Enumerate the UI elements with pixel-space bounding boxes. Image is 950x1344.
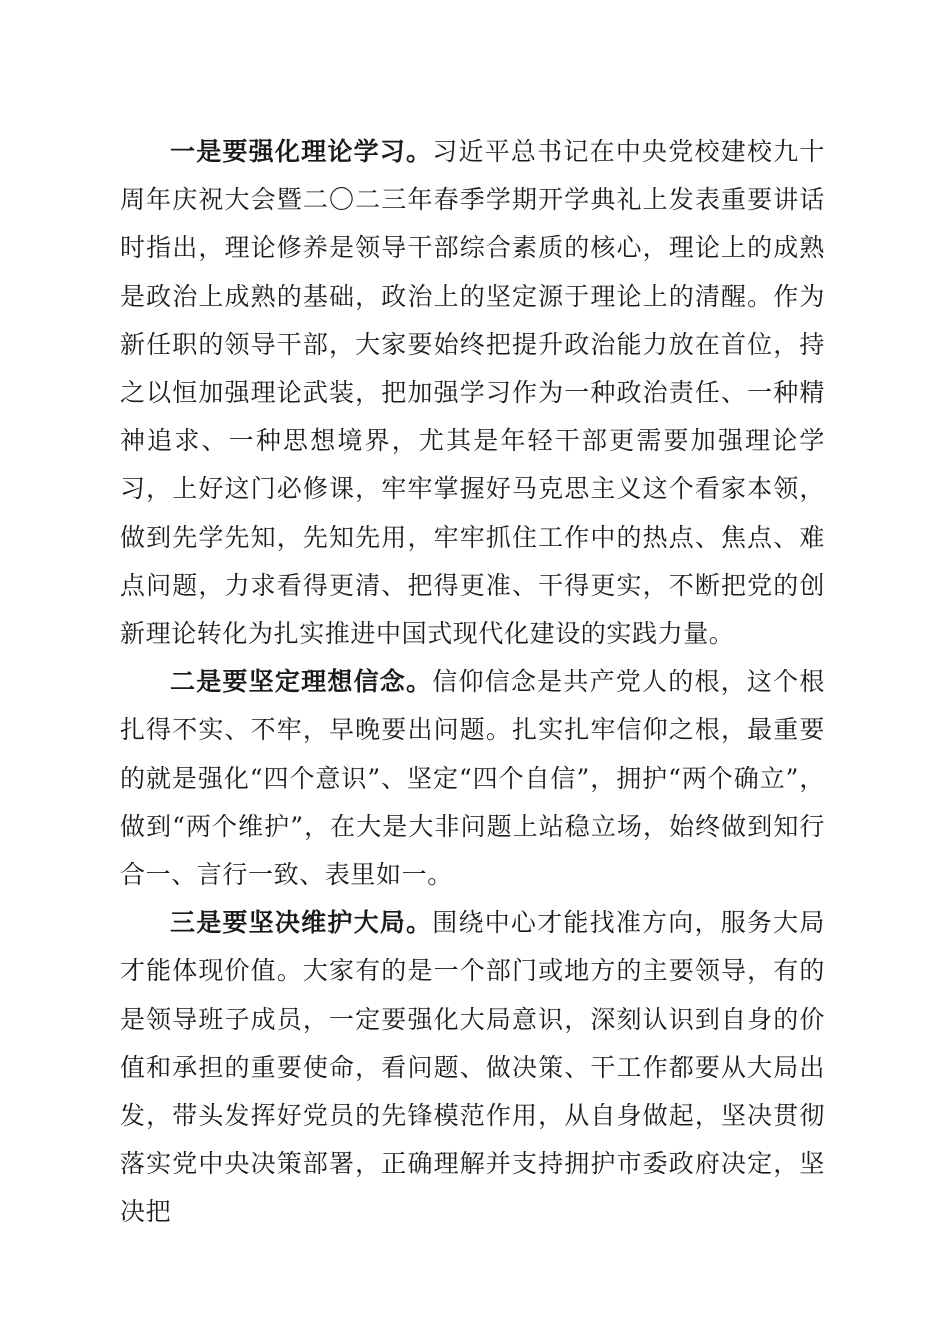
paragraph-lead: 一是要强化理论学习。 xyxy=(170,137,433,166)
paragraph-theory-study xyxy=(120,128,825,658)
paragraph-body: 围绕中心才能找准方向，服务大局才能体现价值。大家有的是一个部门或地方的主要领导，有的是领导班子成员，一定要强化大局意识，深刻认识到自身的价值和承担的重要使命，看问题、做决策、干工作都要从大局出发，带头发挥好党员的先锋模范作用，从自身做起，坚决贯彻落实党中央决策部署，正确理解并支持拥护市委政府决定，坚决把 xyxy=(120,908,825,1227)
document-page xyxy=(120,128,825,1237)
paragraph-lead: 三是要坚决维护大局。 xyxy=(170,908,433,938)
paragraph-body: 信仰信念是共产党人的根，这个根扎得不实、不牢，早晚要出问题。扎实扎牢信仰之根，最重要的就是强化“四个意识”、坚定“四个自信”，拥护“两个确立”，做到“两个维护”，在大是大非问题上站稳立场，始终做到知行合一、言行一致、表里如一。 xyxy=(120,667,825,890)
paragraph-ideals-beliefs xyxy=(120,658,825,899)
paragraph-lead: 二是要坚定理想信念。 xyxy=(170,667,433,697)
paragraph-overall-situation xyxy=(120,899,825,1236)
paragraph-body: 习近平总书记在中央党校建校九十周年庆祝大会暨二〇二三年春季学期开学典礼上发表重要讲话时指出，理论修养是领导干部综合素质的核心，理论上的成熟是政治上成熟的基础，政治上的坚定源于理论上的清醒。作为新任职的领导干部，大家要始终把提升政治能力放在首位，持之以恒加强理论武装，把加强学习作为一种政治责任、一种精神追求、一种思想境界，尤其是年轻干部更需要加强理论学习，上好这门必修课，牢牢掌握好马克思主义这个看家本领，做到先学先知，先知先用，牢牢抓住工作中的热点、焦点、难点问题，力求看得更清、把得更准、干得更实，不断把党的创新理论转化为扎实推进中国式现代化建设的实践力量。 xyxy=(120,137,825,649)
